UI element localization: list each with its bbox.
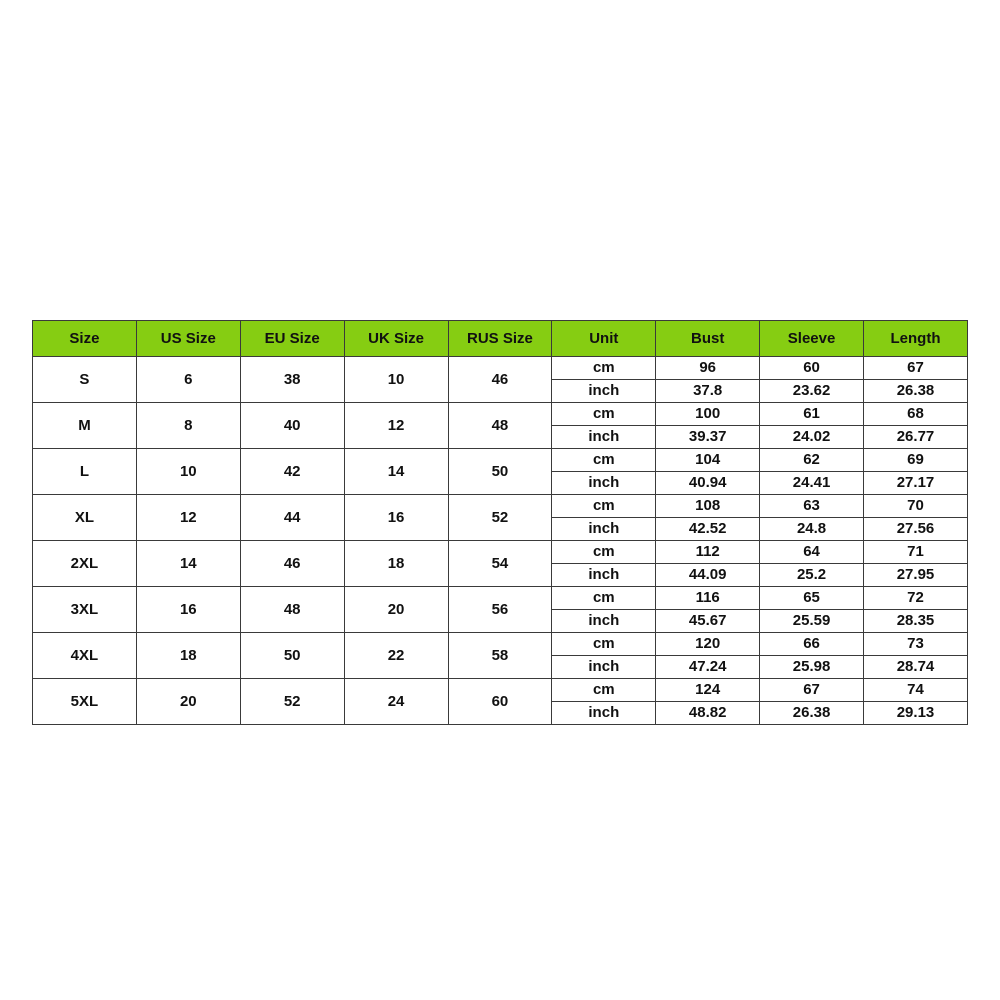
length-cell: 74 [864,679,968,702]
size-cell: 3XL [33,587,137,633]
eu-size-cell: 48 [240,587,344,633]
unit-cell: cm [552,679,656,702]
length-cell: 70 [864,495,968,518]
eu-size-cell: 50 [240,633,344,679]
bust-cell: 40.94 [656,472,760,495]
length-cell: 69 [864,449,968,472]
eu-size-cell: 46 [240,541,344,587]
bust-cell: 112 [656,541,760,564]
bust-cell: 124 [656,679,760,702]
size-cell: 2XL [33,541,137,587]
uk-size-cell: 22 [344,633,448,679]
unit-cell: inch [552,380,656,403]
unit-cell: inch [552,610,656,633]
size-chart-body [33,357,968,725]
length-cell: 27.17 [864,472,968,495]
length-cell: 27.56 [864,518,968,541]
unit-cell: inch [552,518,656,541]
header-sleeve: Sleeve [760,321,864,357]
length-cell: 26.77 [864,426,968,449]
length-cell: 27.95 [864,564,968,587]
sleeve-cell: 25.2 [760,564,864,587]
length-cell: 72 [864,587,968,610]
unit-cell: cm [552,633,656,656]
length-cell: 68 [864,403,968,426]
sleeve-cell: 65 [760,587,864,610]
table-row [33,633,968,656]
uk-size-cell: 20 [344,587,448,633]
unit-cell: cm [552,587,656,610]
unit-cell: inch [552,656,656,679]
size-cell: 4XL [33,633,137,679]
bust-cell: 100 [656,403,760,426]
length-cell: 71 [864,541,968,564]
us-size-cell: 14 [136,541,240,587]
sleeve-cell: 60 [760,357,864,380]
unit-cell: cm [552,449,656,472]
unit-cell: cm [552,357,656,380]
bust-cell: 39.37 [656,426,760,449]
header-rus-size: RUS Size [448,321,552,357]
eu-size-cell: 42 [240,449,344,495]
unit-cell: inch [552,426,656,449]
uk-size-cell: 10 [344,357,448,403]
unit-cell: inch [552,564,656,587]
sleeve-cell: 25.59 [760,610,864,633]
eu-size-cell: 52 [240,679,344,725]
uk-size-cell: 24 [344,679,448,725]
table-row [33,449,968,472]
us-size-cell: 20 [136,679,240,725]
table-row [33,587,968,610]
table-row [33,541,968,564]
sleeve-cell: 61 [760,403,864,426]
bust-cell: 104 [656,449,760,472]
sleeve-cell: 64 [760,541,864,564]
unit-cell: inch [552,702,656,725]
us-size-cell: 8 [136,403,240,449]
eu-size-cell: 38 [240,357,344,403]
header-size: Size [33,321,137,357]
sleeve-cell: 26.38 [760,702,864,725]
us-size-cell: 10 [136,449,240,495]
bust-cell: 45.67 [656,610,760,633]
size-cell: S [33,357,137,403]
length-cell: 28.35 [864,610,968,633]
sleeve-cell: 66 [760,633,864,656]
unit-cell: cm [552,541,656,564]
table-row [33,357,968,380]
size-cell: M [33,403,137,449]
size-cell: L [33,449,137,495]
header-unit: Unit [552,321,656,357]
bust-cell: 42.52 [656,518,760,541]
rus-size-cell: 52 [448,495,552,541]
length-cell: 26.38 [864,380,968,403]
us-size-cell: 18 [136,633,240,679]
size-cell: 5XL [33,679,137,725]
size-chart-table [32,320,968,725]
bust-cell: 48.82 [656,702,760,725]
sleeve-cell: 63 [760,495,864,518]
header-bust: Bust [656,321,760,357]
rus-size-cell: 48 [448,403,552,449]
us-size-cell: 6 [136,357,240,403]
sleeve-cell: 62 [760,449,864,472]
eu-size-cell: 40 [240,403,344,449]
us-size-cell: 12 [136,495,240,541]
header-row [33,321,968,357]
rus-size-cell: 60 [448,679,552,725]
header-us-size: US Size [136,321,240,357]
bust-cell: 44.09 [656,564,760,587]
bust-cell: 96 [656,357,760,380]
uk-size-cell: 14 [344,449,448,495]
rus-size-cell: 50 [448,449,552,495]
bust-cell: 120 [656,633,760,656]
size-chart-header [33,321,968,357]
table-row [33,495,968,518]
length-cell: 28.74 [864,656,968,679]
bust-cell: 108 [656,495,760,518]
sleeve-cell: 25.98 [760,656,864,679]
rus-size-cell: 58 [448,633,552,679]
rus-size-cell: 46 [448,357,552,403]
uk-size-cell: 16 [344,495,448,541]
unit-cell: cm [552,403,656,426]
bust-cell: 47.24 [656,656,760,679]
size-cell: XL [33,495,137,541]
sleeve-cell: 67 [760,679,864,702]
header-length: Length [864,321,968,357]
uk-size-cell: 18 [344,541,448,587]
header-uk-size: UK Size [344,321,448,357]
table-row [33,403,968,426]
sleeve-cell: 23.62 [760,380,864,403]
rus-size-cell: 56 [448,587,552,633]
bust-cell: 37.8 [656,380,760,403]
length-cell: 67 [864,357,968,380]
us-size-cell: 16 [136,587,240,633]
length-cell: 29.13 [864,702,968,725]
unit-cell: cm [552,495,656,518]
sleeve-cell: 24.02 [760,426,864,449]
bust-cell: 116 [656,587,760,610]
eu-size-cell: 44 [240,495,344,541]
header-eu-size: EU Size [240,321,344,357]
rus-size-cell: 54 [448,541,552,587]
unit-cell: inch [552,472,656,495]
table-row [33,679,968,702]
sleeve-cell: 24.8 [760,518,864,541]
sleeve-cell: 24.41 [760,472,864,495]
uk-size-cell: 12 [344,403,448,449]
length-cell: 73 [864,633,968,656]
